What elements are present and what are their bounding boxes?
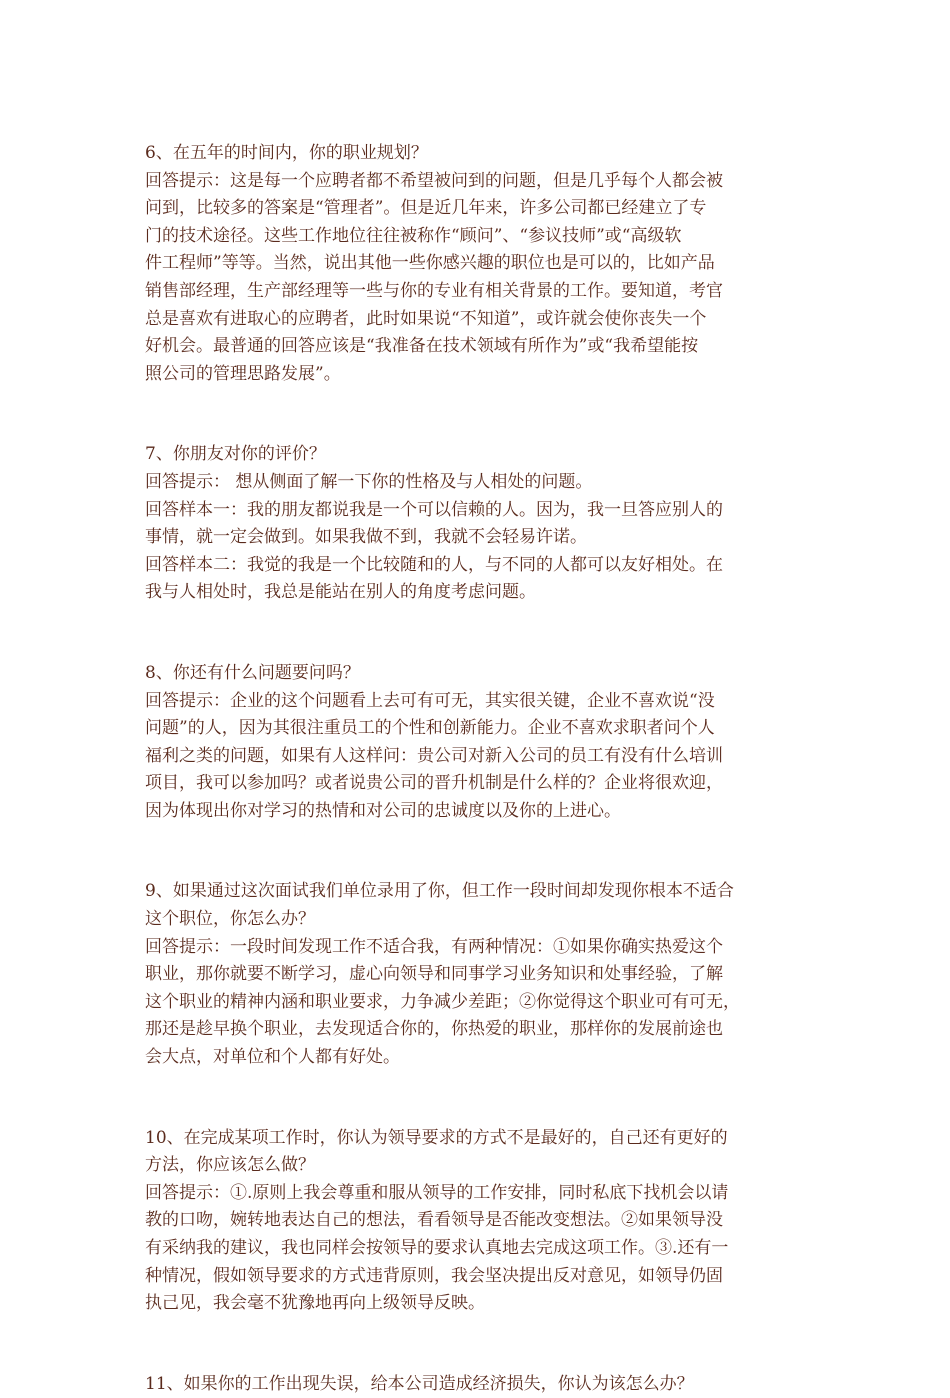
answer-line: 因为体现出你对学习的热情和对公司的忠诚度以及你的上进心。 <box>145 800 621 821</box>
answer-line: 回答提示：企业的这个问题看上去可有可无，其实很关键，企业不喜欢说“没 <box>145 690 715 711</box>
question-6-section <box>145 140 810 388</box>
question-8-section <box>145 660 810 826</box>
answer-line: 福利之类的问题，如果有人这样问：贵公司对新入公司的员工有没有什么培训 <box>145 745 723 766</box>
answer-line: 回答提示： 想从侧面了解一下你的性格及与人相处的问题。 <box>145 471 593 492</box>
answer-line: 回答提示：一段时间发现工作不适合我，有两种情况：①如果你确实热爱这个 <box>145 936 723 957</box>
answer-line: 执己见，我会毫不犹豫地再向上级领导反映。 <box>145 1293 485 1314</box>
answer-line: 销售部经理，生产部经理等一些与你的专业有相关背景的工作。要知道，考官 <box>145 280 723 301</box>
question-11-section <box>145 1371 810 1398</box>
answer-line: 回答样本二：我觉的我是一个比较随和的人，与不同的人都可以友好相处。在 <box>145 554 723 575</box>
answer-line: 那还是趁早换个职业，去发现适合你的，你热爱的职业，那样你的发展前途也 <box>145 1019 723 1040</box>
answer-line: 门的技术途径。这些工作地位往往被称作“顾问”、“参议技师”或“高级软 <box>145 225 682 246</box>
question-heading: 7、你朋友对你的评价？ <box>145 444 326 465</box>
answer-line: 总是喜欢有进取心的应聘者，此时如果说“不知道”，或许就会使你丧失一个 <box>145 308 707 329</box>
answer-line: 好机会。最普通的回答应该是“我准备在技术领域有所作为”或“我希望能按 <box>145 336 699 357</box>
question-heading: 6、在五年的时间内，你的职业规划？ <box>145 143 428 163</box>
answer-line: 回答样本一：我的朋友都说我是一个可以信赖的人。因为，我一旦答应别人的 <box>145 499 723 520</box>
answer-line: 项目，我可以参加吗？或者说贵公司的晋升机制是什么样的？企业将很欢迎， <box>145 773 723 794</box>
answer-line: 我与人相处时，我总是能站在别人的角度考虑问题。 <box>145 582 536 603</box>
answer-line: 问题”的人，因为其很注重员工的个性和创新能力。企业不喜欢求职者问个人 <box>145 718 715 739</box>
question-heading: 11、如果你的工作出现失误，给本公司造成经济损失，你认为该怎么办？ <box>145 1373 694 1394</box>
answer-line: 会大点，对单位和个人都有好处。 <box>145 1047 400 1068</box>
document-page <box>145 140 810 1398</box>
answer-line: 有采纳我的建议，我也同样会按领导的要求认真地去完成这项工作。③.还有一 <box>145 1238 729 1258</box>
question-heading: 这个职位，你怎么办？ <box>145 909 315 930</box>
answer-line: 回答提示：这是每一个应聘者都不希望被问到的问题，但是几乎每个人都会被 <box>145 170 723 191</box>
answer-line: 回答提示：①.原则上我会尊重和服从领导的工作安排，同时私底下找机会以请 <box>145 1182 729 1203</box>
question-10-section <box>145 1125 810 1318</box>
answer-line: 这个职业的精神内涵和职业要求，力争减少差距；②你觉得这个职业可有可无， <box>145 991 740 1012</box>
question-heading: 10、在完成某项工作时，你认为领导要求的方式不是最好的，自己还有更好的 <box>145 1127 728 1148</box>
answer-line: 职业，那你就要不断学习，虚心向领导和同事学习业务知识和处事经验，了解 <box>145 964 723 985</box>
question-9-section <box>145 878 810 1071</box>
answer-line: 件工程师”等等。当然，说出其他一些你感兴趣的职位也是可以的，比如产品 <box>145 253 715 274</box>
question-heading: 方法，你应该怎么做？ <box>145 1155 315 1176</box>
answer-line: 事情，就一定会做到。如果我做不到，我就不会轻易许诺。 <box>145 527 587 548</box>
question-heading: 9、如果通过这次面试我们单位录用了你，但工作一段时间却发现你根本不适合 <box>145 881 734 902</box>
answer-line: 问到，比较多的答案是“管理者”。但是近几年来，许多公司都已经建立了专 <box>145 198 707 219</box>
question-7-section <box>145 441 810 607</box>
answer-line: 照公司的管理思路发展”。 <box>145 363 341 384</box>
answer-line: 种情况，假如领导要求的方式违背原则，我会坚决提出反对意见，如领导仍固 <box>145 1265 723 1286</box>
question-heading: 8、你还有什么问题要问吗？ <box>145 662 360 683</box>
answer-line: 教的口吻，婉转地表达自己的想法，看看领导是否能改变想法。②如果领导没 <box>145 1210 723 1231</box>
